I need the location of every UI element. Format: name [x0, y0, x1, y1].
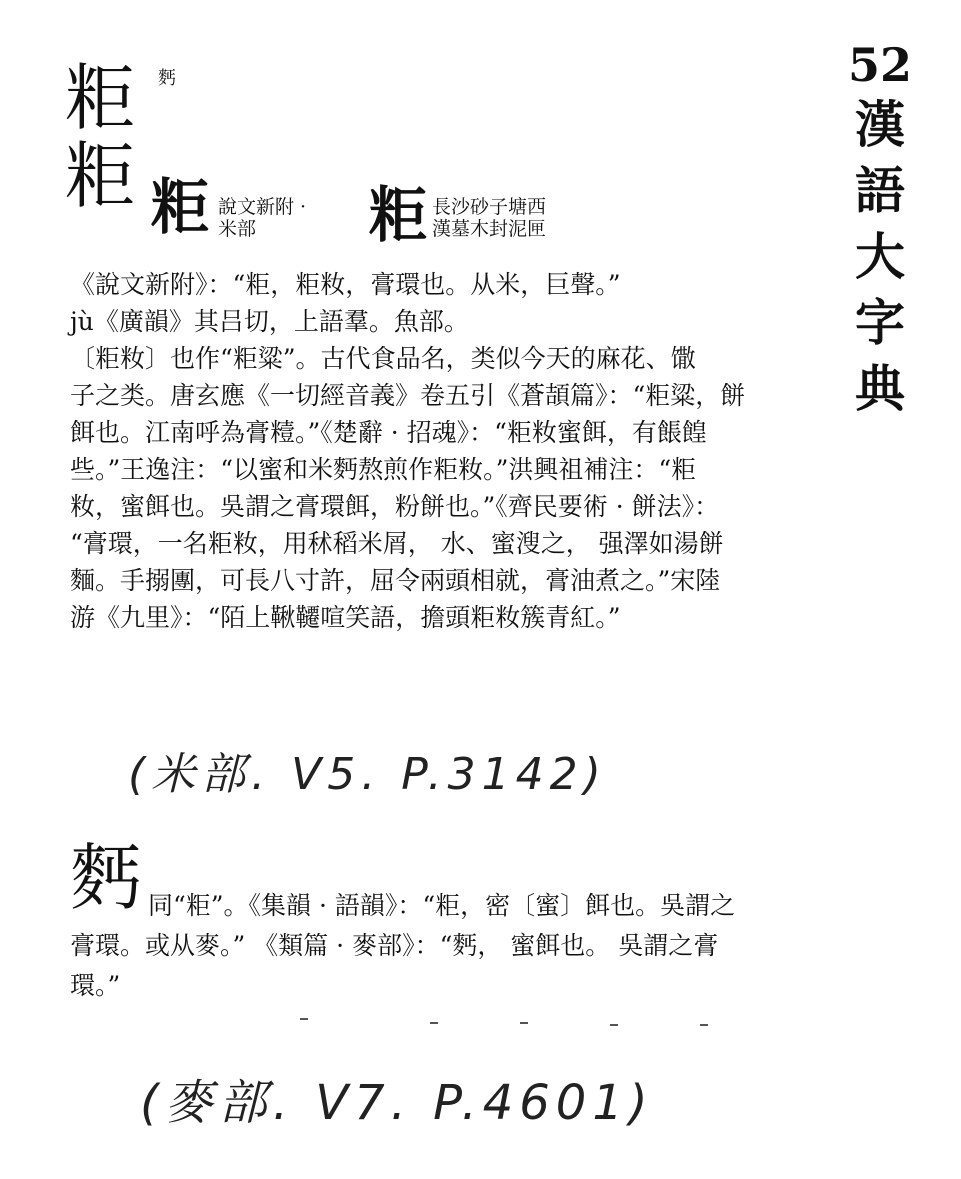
entry1-line: 餌也。江南呼為膏䊦。”《楚辭 · 招魂》：“粔籹蜜餌，有餦餭	[70, 418, 707, 447]
entry2-line: 膏環。或从麥。” 《類篇 · 麥部》：“麫， 蜜餌也。 吳謂之膏	[70, 931, 719, 960]
title-char: 語	[855, 162, 905, 220]
entry2-line: 環。”	[70, 971, 121, 1000]
entry1-line: 些。”王逸注：“以蜜和米麪熬煎作粔籹。”洪興祖補注：“粔	[70, 455, 697, 484]
entry1-line: 籹，蜜餌也。吳謂之膏環餌，粉餅也。”《齊民要術 · 餅法》：	[70, 492, 720, 521]
scan-speck	[430, 1022, 438, 1024]
title-char: 字	[855, 294, 905, 352]
entry1-seal2-char: 粔	[368, 181, 428, 251]
scan-speck	[700, 1024, 708, 1026]
entry1-line: 《說文新附》：“粔，粔籹，膏環也。从米，巨聲。”	[70, 270, 621, 299]
entry1-head-char-repeat: 粔	[64, 134, 137, 218]
title-char: 大	[855, 228, 905, 286]
entry2-head-char: 麫	[70, 836, 143, 920]
handwritten-note-2: (麥部. V7. P.4601)	[140, 1075, 654, 1131]
dictionary-side-title	[845, 38, 915, 422]
entry2-line-first: 同“粔”。《集韻 · 語韻》：“粔，密〔蜜〕餌也。吳謂之	[148, 891, 736, 920]
title-char: 典	[855, 360, 905, 418]
entry1-line: 〔粔籹〕也作“粔粱”。古代食品名，类似今天的麻花、馓	[70, 344, 696, 373]
entry1-line: jù《廣韻》其吕切，上語羣。魚部。	[70, 307, 469, 336]
seal-caption-1: 說文新附 ·	[218, 196, 307, 218]
scan-speck	[610, 1024, 618, 1026]
title-char: 漢	[855, 96, 905, 154]
seal2-caption-1: 長沙砂子塘西	[432, 196, 547, 218]
handwritten-note-1: (米部. V5. P.3142)	[128, 749, 607, 800]
entry2-body	[70, 926, 718, 1006]
entry1-body	[70, 266, 745, 636]
entry1-seal-char: 粔	[150, 173, 210, 243]
entry1-head-char: 粔	[64, 56, 137, 140]
entry1-line: “膏環，一名粔籹，用秫稻米屑， 水、蜜溲之， 强澤如湯餅	[70, 529, 724, 558]
entry1-line: 麵。手搦團，可長八寸許，屈令兩頭相就，膏油煮之。”宋陸	[70, 566, 721, 595]
seal2-caption-2: 漢墓木封泥匣	[432, 218, 547, 240]
entry1-variant-char: 麫	[158, 68, 176, 89]
page-number: 52	[847, 38, 912, 92]
scan-speck	[300, 1018, 308, 1020]
scan-speck	[520, 1022, 528, 1024]
entry1-line: 游《九里》：“陌上鞦韆喧笑語，擔頭粔籹簇青紅。”	[70, 603, 621, 632]
seal-caption-2: 米部	[218, 218, 257, 240]
entry1-line: 子之类。唐玄應《一切經音義》卷五引《蒼頡篇》：“粔粱，餅	[70, 381, 746, 410]
